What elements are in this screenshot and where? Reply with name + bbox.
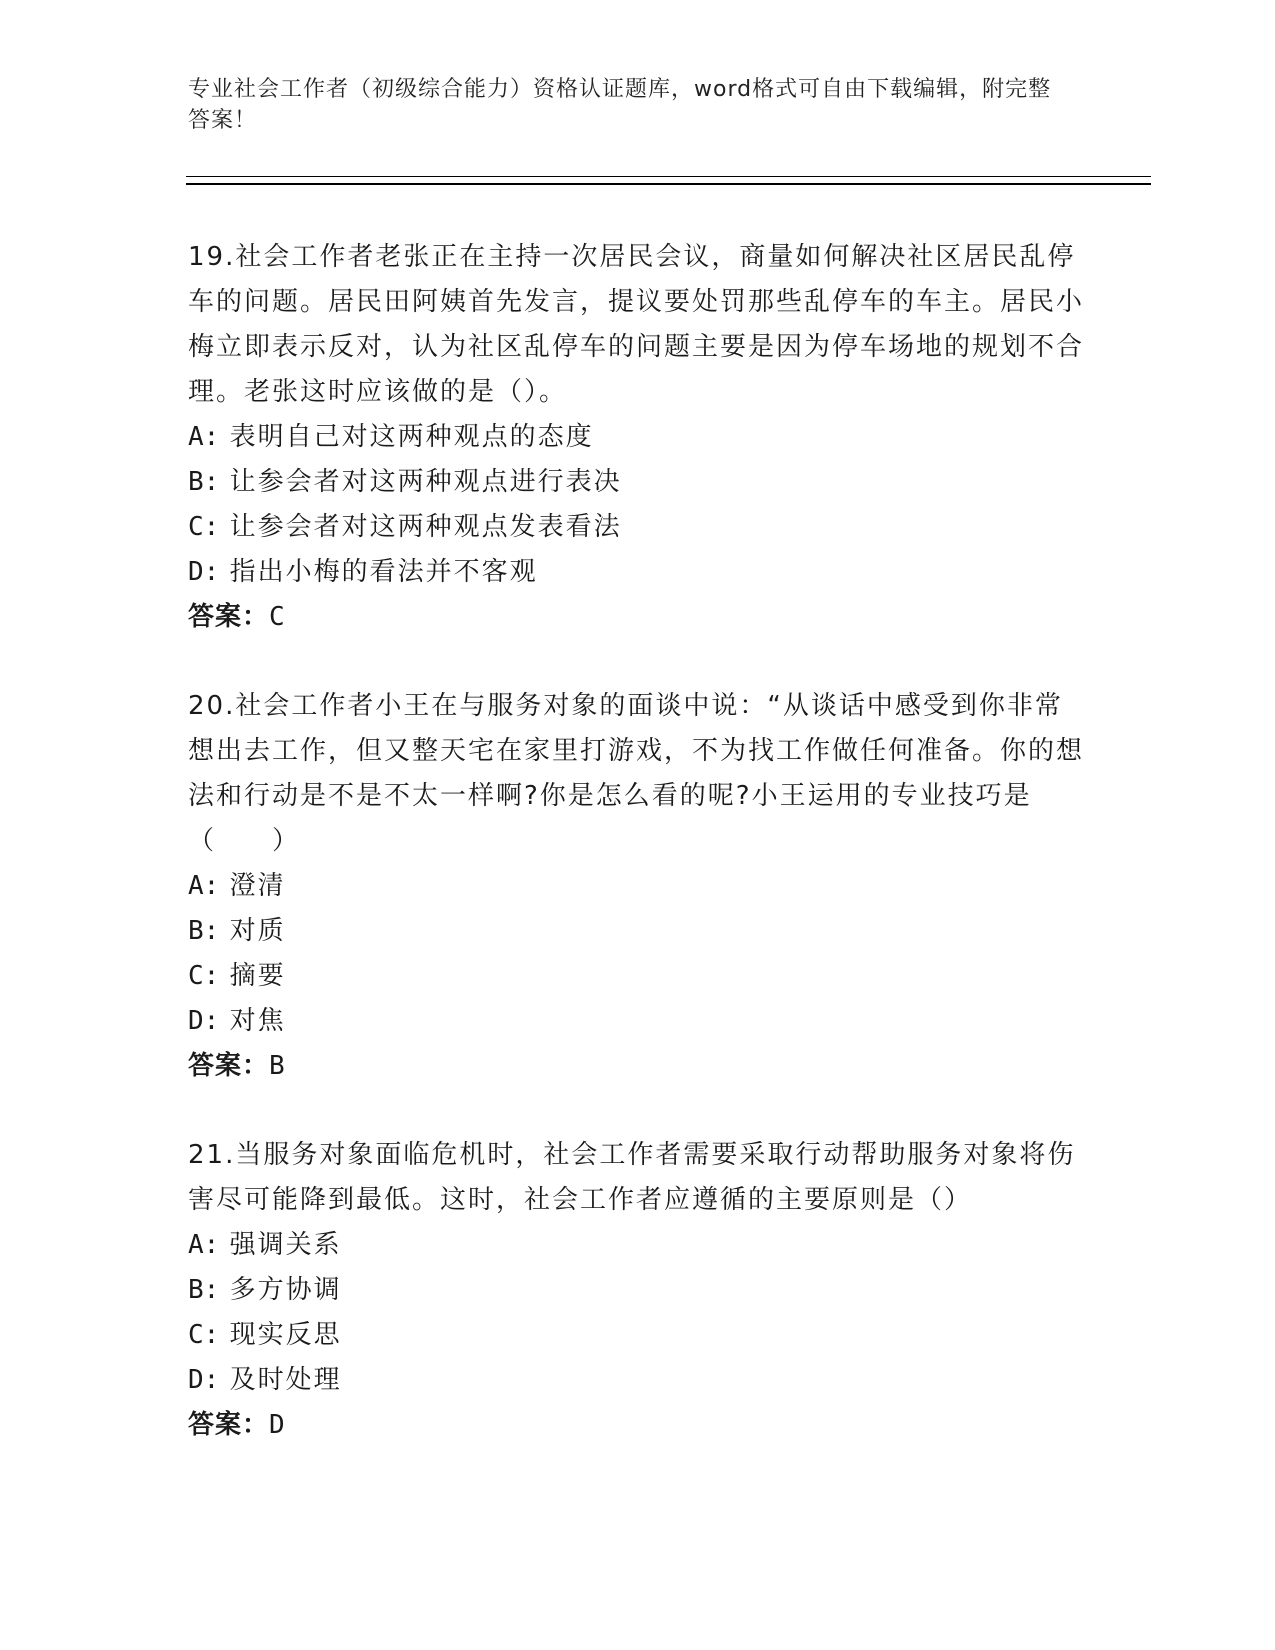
answer-label: 答案： (188, 1410, 270, 1440)
option-letter: A: (188, 422, 220, 452)
question-21 (188, 1133, 1088, 1448)
answer-line (188, 595, 1088, 640)
option-letter: D: (188, 1365, 220, 1395)
option-a (188, 1223, 1088, 1268)
answer-value: B (269, 1051, 286, 1081)
option-letter: D: (188, 1006, 220, 1036)
option-text: 现实反思 (229, 1320, 342, 1350)
question-stem: 19.社会工作者老张正在主持一次居民会议，商量如何解决社区居民乱停车的问题。居民田阿姨首先发言，提议要处罚那些乱停车的车主。居民小梅立即表示反对，认为社区乱停车的问题主要是因为停车场地的规划不合理。老张这时应该做的是（）。 (188, 242, 1085, 407)
option-a (188, 415, 1088, 460)
option-text: 对质 (229, 916, 286, 946)
option-c (188, 505, 1088, 550)
page-header-title: 专业社会工作者（初级综合能力）资格认证题库，word格式可自由下载编辑，附完整答案！ (188, 77, 1052, 133)
option-b (188, 1268, 1088, 1313)
answer-value: D (269, 1410, 286, 1440)
option-a (188, 864, 1088, 909)
answer-value: C (269, 602, 286, 632)
answer-line (188, 1044, 1088, 1089)
option-d (188, 999, 1088, 1044)
option-text: 表明自己对这两种观点的态度 (229, 422, 594, 452)
option-text: 让参会者对这两种观点进行表决 (229, 467, 622, 497)
option-c (188, 1313, 1088, 1358)
header-divider (186, 176, 1151, 185)
option-text: 对焦 (229, 1006, 286, 1036)
option-text: 澄清 (229, 871, 286, 901)
option-text: 强调关系 (229, 1230, 342, 1260)
option-c (188, 954, 1088, 999)
question-list (188, 235, 1088, 1492)
question-stem: 21.当服务对象面临危机时，社会工作者需要采取行动帮助服务对象将伤害尽可能降到最低。这时，社会工作者应遵循的主要原则是（） (188, 1140, 1076, 1215)
option-letter: A: (188, 871, 220, 901)
option-text: 让参会者对这两种观点发表看法 (229, 512, 622, 542)
answer-label: 答案： (188, 602, 270, 632)
question-stem: 20.社会工作者小王在与服务对象的面谈中说：“从谈话中感受到你非常想出去工作，但又整天宅在家里打游戏，不为找工作做任何准备。你的想法和行动是不是不太一样啊?你是怎么看的呢?小王运用的专业技巧是（ ） (188, 691, 1085, 856)
option-letter: C: (188, 1320, 220, 1350)
option-text: 及时处理 (229, 1365, 342, 1395)
option-b (188, 909, 1088, 954)
question-20 (188, 684, 1088, 1089)
option-text: 多方协调 (229, 1275, 342, 1305)
question-19 (188, 235, 1088, 640)
option-letter: A: (188, 1230, 220, 1260)
option-letter: C: (188, 961, 220, 991)
option-d (188, 550, 1088, 595)
option-b (188, 460, 1088, 505)
answer-line (188, 1403, 1088, 1448)
option-letter: D: (188, 557, 220, 587)
option-text: 指出小梅的看法并不客观 (229, 557, 538, 587)
option-d (188, 1358, 1088, 1403)
option-text: 摘要 (229, 961, 286, 991)
option-letter: B: (188, 1275, 220, 1305)
answer-label: 答案： (188, 1051, 270, 1081)
option-letter: B: (188, 916, 220, 946)
option-letter: B: (188, 467, 220, 497)
option-letter: C: (188, 512, 220, 542)
